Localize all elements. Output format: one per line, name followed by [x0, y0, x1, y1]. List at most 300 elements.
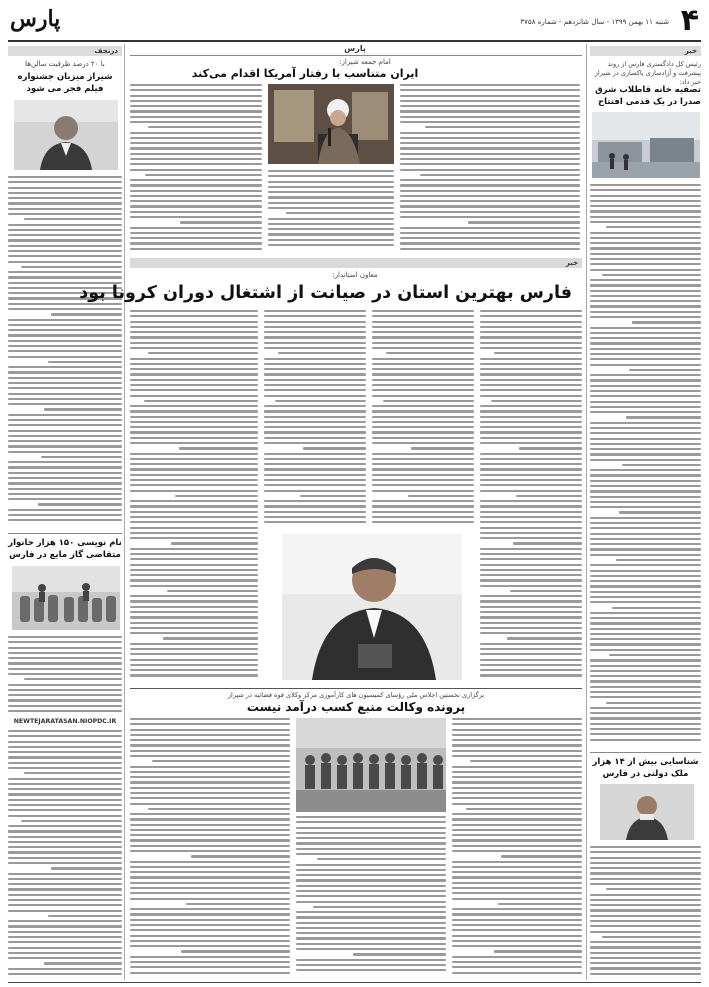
text-line [372, 363, 474, 365]
text-line [400, 105, 580, 107]
text-line [480, 373, 582, 375]
text-line [452, 882, 582, 884]
text-line [480, 358, 582, 360]
text-line [296, 879, 446, 881]
text-line [296, 869, 446, 871]
text-line [48, 361, 122, 363]
text-line [8, 197, 122, 199]
text-line [480, 379, 582, 381]
text-line [130, 105, 262, 107]
main-story-kicker: معاون استاندار: [332, 271, 378, 279]
text-line [130, 211, 262, 213]
text-line [130, 410, 258, 412]
bottom-story-title: پرونده وکالت منبع کسب درآمد نیست [246, 700, 466, 714]
text-line [130, 500, 258, 502]
text-line [452, 813, 582, 815]
text-line [264, 410, 366, 412]
text-line [264, 484, 366, 486]
text-line [372, 442, 474, 444]
text-line [175, 495, 258, 497]
text-line [590, 904, 701, 906]
text-line [296, 821, 446, 823]
text-line [590, 665, 701, 667]
text-line [590, 696, 701, 698]
text-line [452, 834, 582, 836]
text-line [8, 756, 122, 758]
text-line [590, 438, 701, 440]
text-line [130, 179, 262, 181]
text-line [268, 181, 394, 183]
text-line [480, 490, 582, 492]
text-line [8, 793, 122, 795]
text-line [130, 532, 258, 534]
text-line [372, 321, 474, 323]
text-line [130, 474, 258, 476]
text-line [268, 186, 394, 188]
text-line [452, 956, 582, 958]
text-line [296, 937, 446, 939]
text-line [8, 202, 122, 204]
text-line [372, 453, 474, 455]
text-line [590, 670, 701, 672]
text-line [590, 596, 701, 598]
text-line [130, 940, 290, 942]
left-title-line2: فیلم فجر می شود [26, 84, 104, 94]
text-line [400, 190, 580, 192]
text-line [480, 479, 582, 481]
text-line [130, 882, 290, 884]
text-line [8, 799, 122, 801]
text-line [264, 490, 366, 492]
text-line [130, 734, 290, 736]
text-line [264, 468, 366, 470]
text-line [130, 834, 290, 836]
text-line [130, 347, 258, 349]
text-line [480, 336, 582, 338]
text-line [590, 469, 701, 471]
text-line [303, 447, 366, 449]
text-line [268, 175, 394, 177]
text-line [400, 84, 580, 86]
text-line [507, 637, 582, 639]
text-line [480, 410, 582, 412]
text-line [400, 158, 580, 160]
text-line [452, 919, 582, 921]
text-line [498, 903, 583, 905]
text-line [452, 803, 582, 805]
text-line [130, 766, 290, 768]
text-line [590, 707, 701, 709]
text-line [400, 248, 580, 250]
text-line [452, 829, 582, 831]
text-line [296, 948, 446, 950]
text-line [8, 414, 122, 416]
text-line [452, 929, 582, 931]
text-line [8, 187, 122, 189]
text-line [171, 542, 258, 544]
top-story-col-right [400, 84, 580, 254]
text-line [400, 184, 580, 186]
text-line [480, 458, 582, 460]
text-line [130, 871, 290, 873]
text-line [590, 432, 701, 434]
text-line [590, 358, 701, 360]
text-line [130, 574, 258, 576]
text-line [264, 379, 366, 381]
text-line [264, 331, 366, 333]
text-line [386, 352, 474, 354]
text-line [313, 906, 447, 908]
text-line [590, 527, 701, 529]
text-line [452, 961, 582, 963]
text-line [519, 447, 582, 449]
text-line [130, 616, 258, 618]
text-line [8, 684, 122, 686]
text-line [130, 205, 262, 207]
text-line [590, 723, 701, 725]
text-line [296, 916, 446, 918]
text-line [8, 699, 122, 701]
text-line [130, 426, 258, 428]
text-line [130, 227, 262, 229]
text-line [130, 153, 262, 155]
text-line [372, 389, 474, 391]
text-line [626, 416, 701, 418]
text-line [296, 874, 446, 876]
text-line [130, 956, 290, 958]
text-line [372, 505, 474, 507]
page-bottom-rule [8, 982, 701, 983]
text-line [612, 607, 701, 609]
text-line [264, 363, 366, 365]
text-line [130, 310, 258, 312]
text-line [163, 637, 258, 639]
text-line [8, 276, 122, 278]
text-line [8, 825, 122, 827]
text-line [130, 898, 290, 900]
right-title-line1: تصفیه خانه قاطلاب شرق [595, 85, 701, 95]
text-line [264, 521, 366, 523]
text-line [480, 368, 582, 370]
text-line [8, 234, 122, 236]
text-line [452, 744, 582, 746]
text-line [590, 263, 701, 265]
text-line [372, 395, 474, 397]
text-line [130, 585, 258, 587]
text-line [8, 841, 122, 843]
bottom-col-2 [296, 816, 446, 980]
text-line [372, 468, 474, 470]
text-line [264, 505, 366, 507]
text-line [264, 315, 366, 317]
text-line [411, 447, 474, 449]
text-line [130, 558, 258, 560]
text-line [130, 866, 290, 868]
text-line [8, 657, 122, 659]
top-story-title: ایران متناسب با رفتار آمریکا اقدام می‌کند [191, 67, 419, 80]
text-line [590, 490, 701, 492]
text-line [8, 899, 122, 901]
text-line [130, 184, 262, 186]
text-line [296, 922, 446, 924]
text-line [606, 888, 701, 890]
text-line [130, 200, 262, 202]
text-line [590, 952, 701, 954]
text-line [400, 89, 580, 91]
text-line [480, 632, 582, 634]
text-line [400, 237, 580, 239]
text-line [148, 808, 290, 810]
text-line [590, 973, 701, 975]
text-line [8, 482, 122, 484]
text-line [130, 516, 258, 518]
text-line [264, 326, 366, 328]
text-line [590, 612, 701, 614]
text-line [130, 248, 262, 250]
text-line [452, 913, 582, 915]
right-story2-title-line2: ملک دولتی در فارس [602, 769, 689, 779]
text-line [420, 174, 580, 176]
right-section-label: خبر [684, 47, 697, 55]
text-line [372, 511, 474, 513]
text-line [130, 935, 290, 937]
text-line [8, 973, 122, 975]
text-line [480, 315, 582, 317]
text-line [400, 163, 580, 165]
text-line [372, 490, 474, 492]
text-line [480, 653, 582, 655]
text-line [400, 137, 580, 139]
text-line [480, 505, 582, 507]
main-col-3 [264, 310, 366, 530]
text-line [296, 959, 446, 961]
text-line [264, 368, 366, 370]
text-line [480, 659, 582, 661]
text-line [264, 336, 366, 338]
gas-cylinders-photo [12, 566, 120, 630]
text-line [264, 437, 366, 439]
deputy-governor-photo [282, 534, 462, 680]
text-line [480, 616, 582, 618]
top-story-col-mid [268, 170, 394, 254]
text-line [296, 816, 446, 818]
text-line [130, 548, 258, 550]
text-line [480, 532, 582, 534]
text-line [400, 211, 580, 213]
text-line [480, 442, 582, 444]
text-line [480, 431, 582, 433]
text-line [480, 389, 582, 391]
top-story-kicker: امام جمعه شیراز: [339, 58, 391, 66]
text-line [590, 728, 701, 730]
text-line [372, 421, 474, 423]
text-line [480, 500, 582, 502]
text-line [296, 901, 446, 903]
text-line [480, 548, 582, 550]
text-line [51, 313, 122, 315]
text-line [264, 426, 366, 428]
text-line [480, 600, 582, 602]
text-line [513, 542, 582, 544]
left-section-label: درنجف [94, 47, 118, 55]
text-line [8, 652, 122, 654]
text-line [590, 210, 701, 212]
text-line [130, 421, 258, 423]
text-line [8, 398, 122, 400]
text-line [8, 451, 122, 453]
text-line [268, 196, 394, 198]
text-line [8, 815, 122, 817]
text-line [590, 712, 701, 714]
text-line [480, 569, 582, 571]
text-line [130, 744, 290, 746]
text-line [264, 453, 366, 455]
text-line [8, 910, 122, 912]
text-line [8, 181, 122, 183]
text-line [480, 674, 582, 676]
bottom-story-rule [130, 688, 582, 689]
text-line [383, 400, 474, 402]
text-line [130, 739, 290, 741]
text-line [590, 564, 701, 566]
text-line [130, 315, 258, 317]
text-line [130, 468, 258, 470]
bottom-story-kicker: برگزاری نخستین اجلاس ملی رؤسای کمیسیون های کارآموزی مرکز وکلای قوه قضائیه در شیراز [227, 691, 485, 699]
text-line [296, 832, 446, 834]
text-line [275, 400, 366, 402]
text-line [480, 416, 582, 418]
text-line [296, 837, 446, 839]
text-line [372, 347, 474, 349]
text-line [296, 842, 446, 844]
text-line [452, 776, 582, 778]
text-line [480, 537, 582, 539]
left-story2-title-line1: نام نویسی ۱۵۰ هزار خانوار [8, 538, 122, 548]
text-line [452, 871, 582, 873]
text-line [8, 334, 122, 336]
text-line [590, 496, 701, 498]
text-line [130, 966, 290, 968]
conference-group-photo [296, 718, 446, 812]
text-line [590, 295, 701, 297]
text-line [264, 416, 366, 418]
text-line [264, 395, 366, 397]
text-line [372, 410, 474, 412]
text-line [130, 632, 258, 634]
text-line [130, 437, 258, 439]
text-line [296, 853, 446, 855]
text-line [590, 501, 701, 503]
text-line [372, 479, 474, 481]
text-line [452, 935, 582, 937]
left-story2-body-b [8, 730, 122, 980]
text-line [590, 538, 701, 540]
text-line [264, 500, 366, 502]
page-number: ۴ [680, 3, 699, 38]
text-line [452, 729, 582, 731]
text-line [130, 919, 290, 921]
text-line [130, 887, 290, 889]
text-line [8, 382, 122, 384]
text-line [8, 668, 122, 670]
text-line [8, 673, 122, 675]
text-line [590, 253, 701, 255]
text-line [41, 456, 122, 458]
text-line [130, 781, 290, 783]
text-line [590, 305, 701, 307]
text-line [130, 674, 258, 676]
text-line [130, 110, 262, 112]
text-line [8, 488, 122, 490]
text-line [372, 342, 474, 344]
text-line [130, 242, 262, 244]
main-col-4 [130, 310, 258, 682]
text-line [300, 495, 366, 497]
text-line [130, 824, 290, 826]
text-line [8, 245, 122, 247]
text-line [590, 548, 701, 550]
text-line [590, 941, 701, 943]
text-line [590, 739, 701, 741]
main-section-label: خبر [565, 259, 578, 267]
text-line [590, 601, 701, 603]
text-line [590, 915, 701, 917]
text-line [130, 876, 290, 878]
text-line [590, 622, 701, 624]
text-line [372, 379, 474, 381]
text-line [590, 364, 701, 366]
text-line [8, 710, 122, 712]
imam-photo [268, 84, 394, 164]
text-line [480, 516, 582, 518]
text-line [8, 213, 122, 215]
text-line [268, 202, 394, 204]
text-line [8, 751, 122, 753]
text-line [264, 347, 366, 349]
text-line [167, 590, 258, 592]
text-line [8, 466, 122, 468]
text-line [8, 846, 122, 848]
text-line [452, 966, 582, 968]
text-line [452, 734, 582, 736]
text-line [130, 84, 262, 86]
text-line [590, 506, 701, 508]
text-line [264, 384, 366, 386]
text-line [590, 311, 701, 313]
text-line [8, 920, 122, 922]
text-line [590, 385, 701, 387]
text-line [629, 369, 701, 371]
text-line [264, 373, 366, 375]
text-line [590, 279, 701, 281]
text-line [21, 820, 122, 822]
text-line [130, 818, 290, 820]
text-line [632, 321, 701, 323]
text-line [372, 384, 474, 386]
text-line [590, 957, 701, 959]
text-line [452, 892, 582, 894]
text-line [8, 705, 122, 707]
text-line [590, 554, 701, 556]
text-line [130, 606, 258, 608]
text-line [372, 474, 474, 476]
text-line [8, 445, 122, 447]
text-line [24, 772, 122, 774]
text-line [130, 453, 258, 455]
right-story2-title-line1: شناسایی بیش از ۱۴ هزار [592, 757, 699, 767]
text-line [8, 176, 122, 178]
text-line [130, 484, 258, 486]
